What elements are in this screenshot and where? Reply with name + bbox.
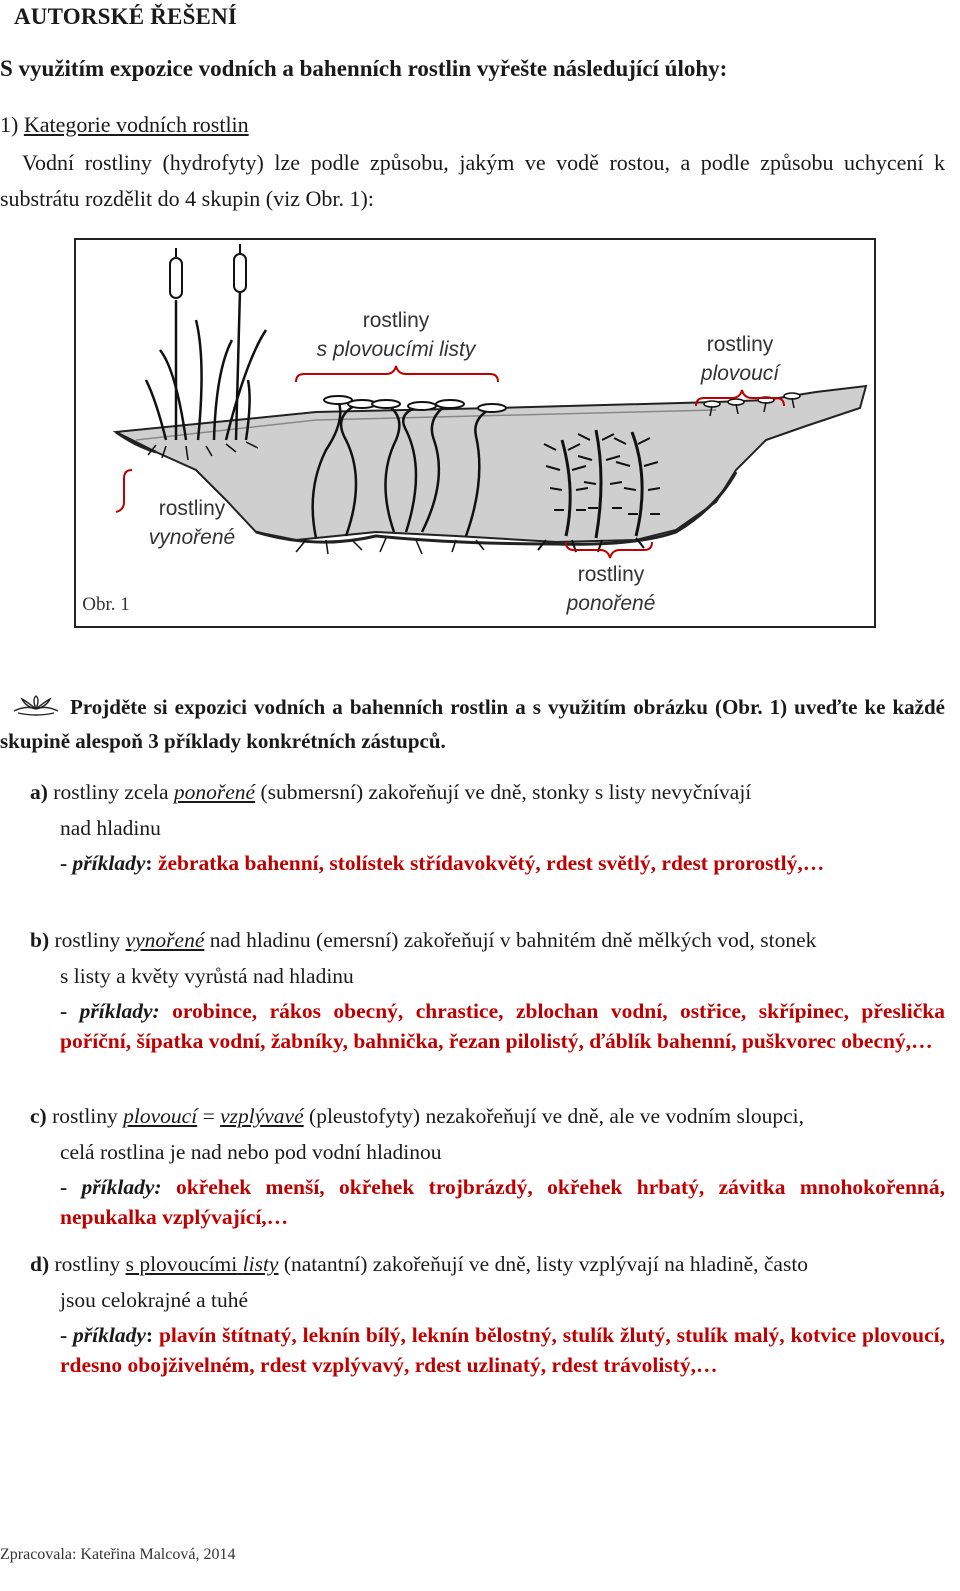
item-examples: - příklady: okřehek menší, okřehek trojbrázdý, okřehek hrbatý, závitka mnohokořenná, nepukalka vzplývající,… — [60, 1175, 945, 1229]
figure-caption: Obr. 1 — [82, 594, 130, 615]
item-examples: - příklady: orobince, rákos obecný, chrastice, zblochan vodní, ostřice, skřípinec, přeslička poříční, šípatka vodní, žabníky, bahnička, řezan pilolistý, ďáblík bahenní, puškvorec obecný,… — [60, 999, 946, 1053]
instruction: S využitím expozice vodních a bahenních rostlin vyřešte následující úlohy: — [0, 56, 728, 81]
list-item-d — [30, 1246, 945, 1380]
item-text-pre: rostliny — [54, 1252, 121, 1276]
item-letter: c) — [30, 1104, 47, 1128]
section-intro: Vodní rostliny (hydrofyty) lze podle způsobu, jakým ve vodě rostou, a podle způsobu uchycení k substrátu rozdělit do 4 skupin (viz Obr. 1): — [0, 150, 945, 211]
footer-author: Zpracovala: Kateřina Malcová, 2014 — [0, 1546, 236, 1563]
examples-values: žebratka bahenní, stolístek střídavokvětý, rdest světlý, rdest prorostlý,… — [157, 851, 825, 875]
item-text-post: (submersní) zakořeňují ve dně, stonky s listy nevyčnívají — [260, 780, 752, 804]
examples-label: příklady: — [79, 999, 160, 1023]
section-title-text: Kategorie vodních rostlin — [23, 112, 249, 137]
item-letter: d) — [30, 1252, 50, 1276]
item-text-post: (pleustofyty) nezakořeňují ve dně, ale ve vodním sloupci, — [309, 1104, 804, 1128]
examples-values: orobince, rákos obecný, chrastice, zblochan vodní, ostřice, skřípinec, přeslička poříční, šípatka vodní, žabníky, bahnička, řezan pilolistý, ďáblík bahenní, puškvorec obecný,… — [60, 999, 946, 1053]
label-submerged-line1: rostliny — [577, 563, 645, 586]
task-instruction — [0, 690, 945, 758]
item-term: vynořené — [125, 928, 205, 952]
label-submerged — [546, 560, 676, 618]
list-item-b — [30, 922, 945, 1056]
item-text-post: (natantní) zakořeňují ve dně, listy vzplývají na hladině, často — [283, 1252, 809, 1276]
item-letter: a) — [30, 780, 48, 804]
examples-values: okřehek menší, okřehek trojbrázdý, okřehek hrbatý, závitka mnohokořenná, nepukalka vzplývající,… — [60, 1175, 945, 1229]
section-title — [0, 112, 249, 138]
list-item-a — [30, 774, 945, 878]
item-examples: - příklady: žebratka bahenní, stolístek střídavokvětý, rdest světlý, rdest prorostlý,… — [60, 851, 825, 875]
lotus-flower-icon — [12, 695, 60, 717]
list-item-c — [30, 1098, 945, 1232]
examples-values: plavín štítnatý, leknín bílý, leknín bělostný, stulík žlutý, stulík malý, kotvice plovoucí, rdesno obojživelném, rdest vzplývavý, rdest uzlinatý, rdest trávolistý,… — [60, 1323, 946, 1377]
item-letter: b) — [30, 928, 50, 952]
item-term: ponořené — [173, 780, 256, 804]
label-emerged — [132, 494, 252, 552]
label-floating-leaves-line1: rostliny — [362, 309, 430, 332]
examples-colon: : — [145, 851, 153, 875]
label-emerged-line2: vynořené — [148, 526, 236, 549]
item-text-cont: nad hladinu — [60, 816, 161, 840]
item-term: listy — [242, 1252, 279, 1276]
pond-illustration — [76, 240, 874, 626]
item-text-post: nad hladinu (emersní) zakořeňují v bahnitém dně mělkých vod, stonek — [209, 928, 817, 952]
label-submerged-line2: ponořené — [566, 592, 656, 615]
item-term-part-a: s plovoucími — [125, 1252, 238, 1276]
item-text-pre: rostliny — [54, 928, 121, 952]
item-text-cont: jsou celokrajné a tuhé — [60, 1288, 249, 1312]
examples-colon: : — [145, 1323, 154, 1347]
label-floating-leaves-line2: s plovoucími listy — [316, 338, 476, 361]
section-number: 1) — [0, 112, 19, 137]
label-floating-line1: rostliny — [706, 333, 774, 356]
item-equals: = — [202, 1104, 215, 1128]
item-text-pre: rostliny zcela — [53, 780, 169, 804]
label-floating — [676, 330, 804, 388]
label-emerged-line1: rostliny — [158, 497, 226, 520]
item-text-cont: celá rostlina je nad nebo pod vodní hladinou — [60, 1140, 442, 1164]
item-examples: - příklady: plavín štítnatý, leknín bílý, leknín bělostný, stulík žlutý, stulík malý, kotvice plovoucí, rdesno obojživelném, rdest vzplývavý, rdest uzlinatý, rdest trávolistý,… — [60, 1323, 946, 1377]
task-text: Projděte si expozici vodních a bahenních rostlin a s využitím obrázku (Obr. 1) uveďte ke každé skupině alespoň 3 příklady konkrétních zástupců. — [0, 695, 945, 753]
item-term: plovoucí — [123, 1104, 198, 1128]
item-text-cont: s listy a květy vyrůstá nad hladinu — [60, 964, 354, 988]
page-heading: AUTORSKÉ ŘEŠENÍ — [14, 4, 238, 29]
item-text-pre: rostliny — [52, 1104, 118, 1128]
examples-label: příklady — [72, 851, 146, 875]
item-term-2: vzplývavé — [220, 1104, 304, 1128]
examples-label: příklady — [73, 1323, 146, 1347]
examples-label: příklady: — [81, 1175, 162, 1199]
pond-plants-figure — [74, 238, 876, 628]
label-floating-line2: plovoucí — [700, 362, 780, 385]
label-floating-leaves — [276, 306, 516, 364]
